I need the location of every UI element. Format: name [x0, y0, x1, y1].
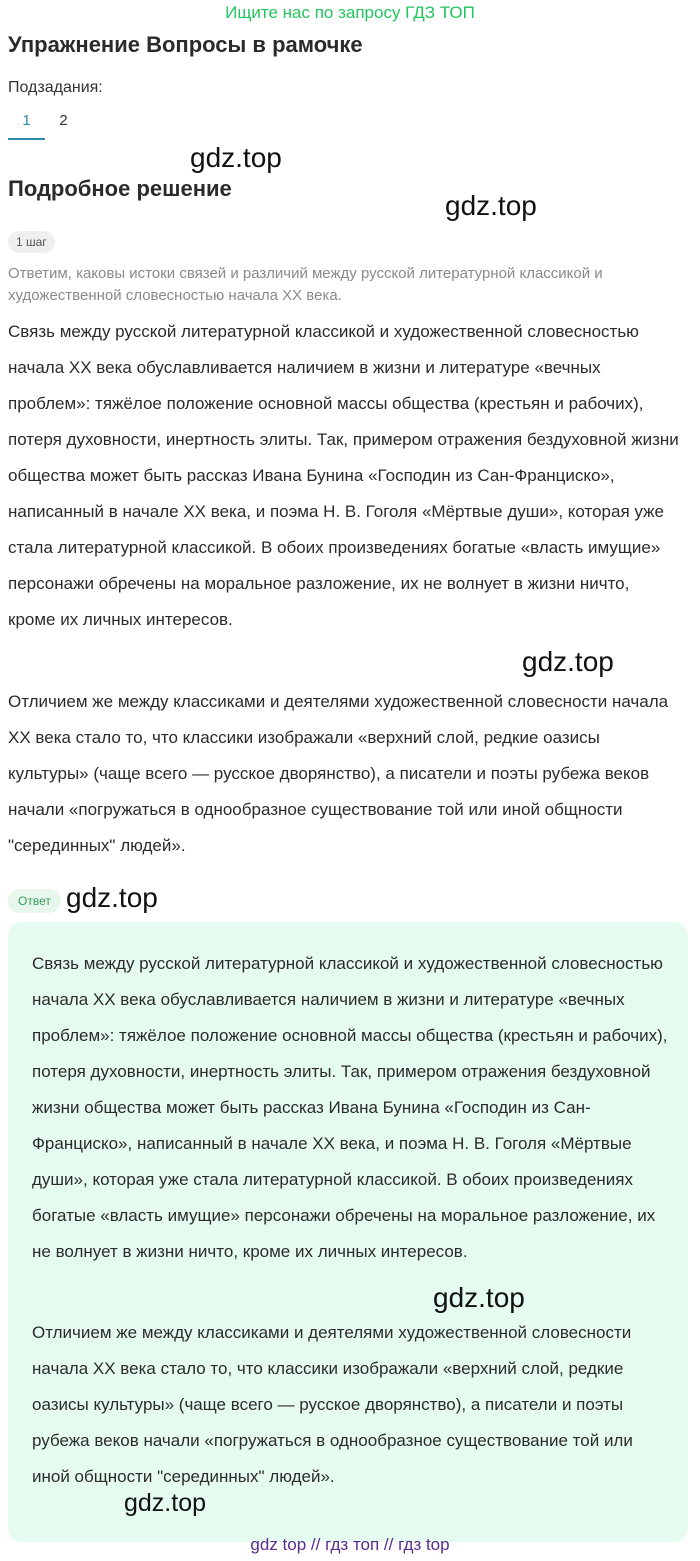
step-badge: 1 шаг: [8, 231, 55, 253]
solution-paragraph: Связь между русской литературной классикой и художественной словесностью начала XX века обуславливается наличием в жизни и литературе «вечных проблем»: тяжёлое положение основной массы общества (крестьян и рабочих), потеря духовности, инертность элиты. Так, примером отражения бездуховной жизни общества может быть рассказ Ивана Бунина «Господин из Сан-Франциско», написанный в начале XX века, и поэма Н. В. Гоголя «Мёртвые души», которая уже стала литературной классикой. В обоих произведениях богатые «власть имущие» персонажи обречены на моральное разложение, их не волнует в жизни ничто, кроме их личных интересов.: [8, 322, 679, 629]
watermark: gdz.top: [522, 646, 614, 677]
answer-paragraph: Связь между русской литературной классикой и художественной словесностью начала XX века обуславливается наличием в жизни и литературе «вечных проблем»: тяжёлое положение основной массы общества (крестьян и рабочих), потеря духовности, инертность элиты. Так, примером отражения бездуховной жизни общества может быть рассказ Ивана Бунина «Господин из Сан-Франциско», написанный в начале XX века, и поэма Н. В. Гоголя «Мёртвые души», которая уже стала литературной классикой. В обоих произведениях богатые «власть имущие» персонажи обречены на моральное разложение, их не волнует в жизни ничто, кроме их личных интересов.: [32, 954, 668, 1261]
tab-subtask-2[interactable]: 2: [59, 112, 68, 129]
answer-badge: Ответ: [8, 889, 61, 913]
watermark: gdz.top: [433, 1282, 525, 1313]
footer-links[interactable]: gdz top // гдз топ // гдз top: [250, 1535, 450, 1554]
tab-subtask-1[interactable]: 1: [8, 104, 45, 140]
watermark: gdz.top: [66, 882, 158, 913]
watermark: gdz.top: [190, 142, 282, 173]
watermark: gdz.top: [124, 1489, 207, 1517]
top-banner: Ищите нас по запросу ГДЗ ТОП: [225, 3, 475, 22]
subtasks-tabs: [8, 104, 82, 140]
step-hint: Ответим, каковы истоки связей и различий между русской литературной классикой и художественной словесностью начала XX века.: [8, 265, 603, 304]
solution-paragraph: Отличием же между классиками и деятелями художественной словесности начала XX века стало то, что классики изображали «верхний слой, редкие оазисы культуры» (чаще всего — русское дворянство), а писатели и поэты рубежа веков начали «погружаться в однообразное существование той или иной общности "серединных" людей».: [8, 692, 669, 855]
exercise-title: Упражнение Вопросы в рамочке: [8, 32, 363, 57]
subtasks-label: Подзадания:: [8, 79, 103, 96]
answer-paragraph: Отличием же между классиками и деятелями художественной словесности начала XX века стало то, что классики изображали «верхний слой, редкие оазисы культуры» (чаще всего — русское дворянство), а писатели и поэты рубежа веков начали «погружаться в однообразное существование той или иной общности "серединных" людей».: [32, 1323, 633, 1486]
watermark: gdz.top: [445, 190, 537, 221]
solution-title: Подробное решение: [8, 176, 232, 201]
